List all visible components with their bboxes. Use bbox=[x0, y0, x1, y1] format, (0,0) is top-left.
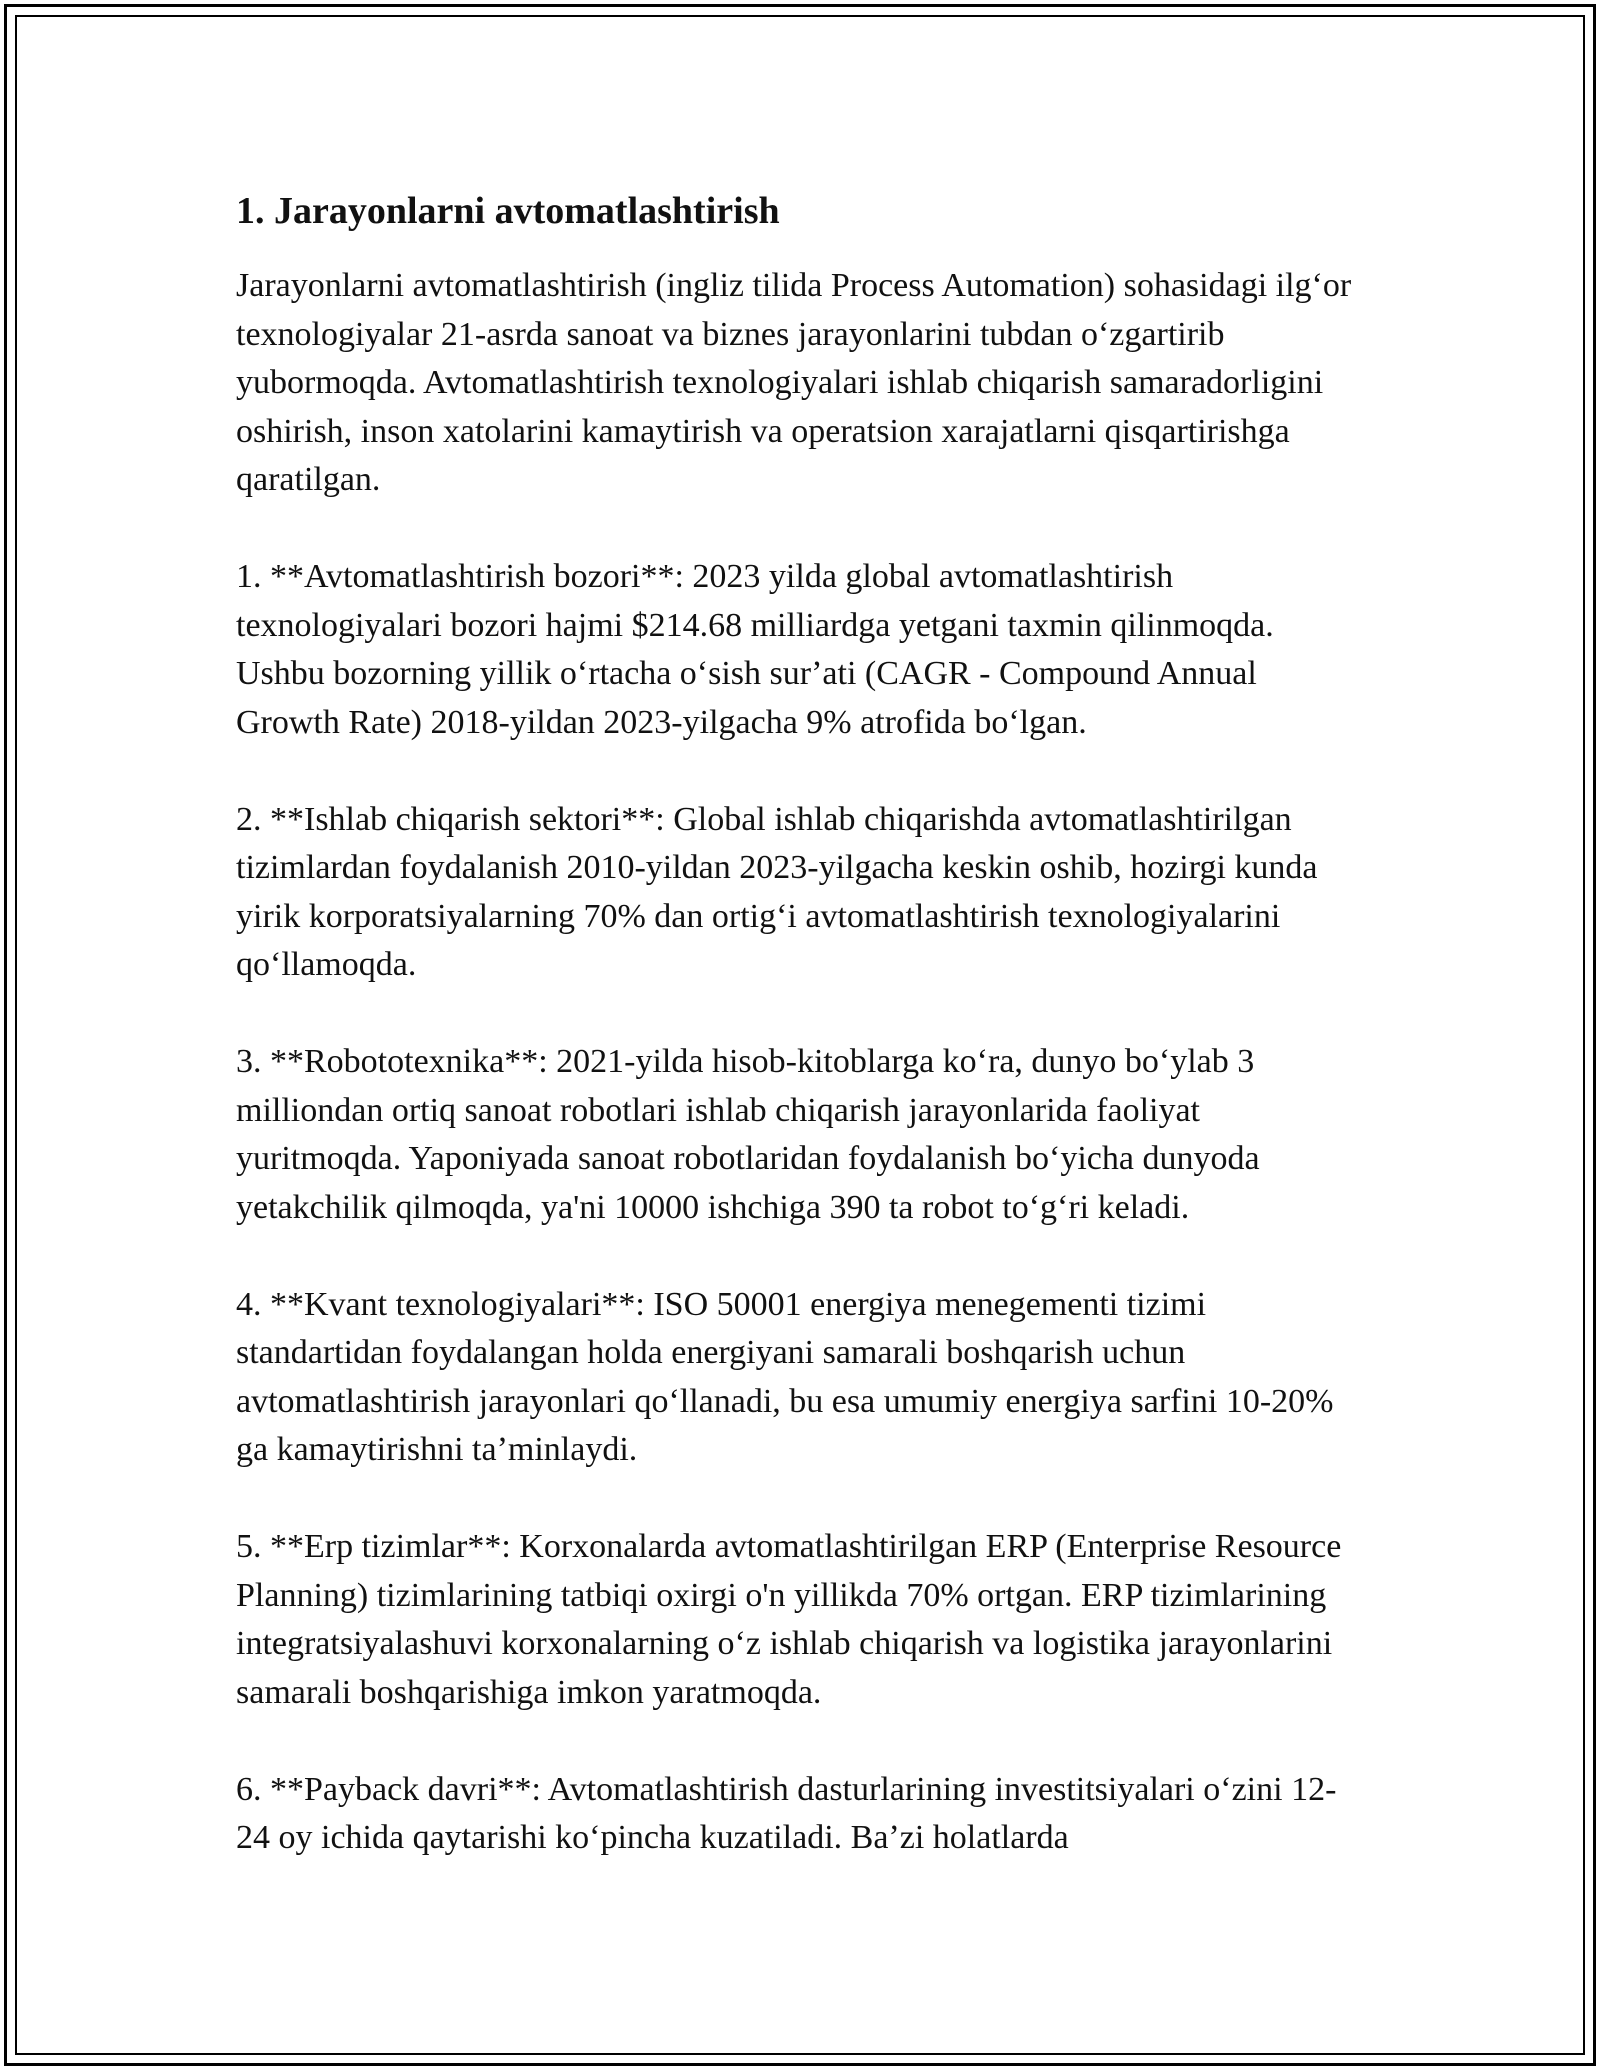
list-item-robotics: 3. **Robototexnika**: 2021-yilda hisob-kitoblarga koʻra, dunyo boʻylab 3 milliondan ortiq sanoat robotlari ishlab chiqarish jarayonlarida faoliyat yuritmoqda. Yaponiyada sanoat robotlaridan foydalanish boʻyicha dunyoda yetakchilik qilmoqda, ya'ni 10000 ishchiga 390 ta robot toʻgʻri keladi. bbox=[236, 1043, 1260, 1226]
list-item-automation-market: 1. **Avtomatlashtirish bozori**: 2023 yilda global avtomatlashtirish texnologiyalari bozori hajmi $214.68 milliardga yetgani taxmin qilinmoqda. Ushbu bozorning yillik oʻrtacha oʻsish surʼati (CAGR - Compound Annual Growth Rate) 2018-yildan 2023-yilgacha 9% atrofida boʻlgan. bbox=[236, 558, 1274, 741]
document-body bbox=[236, 186, 1366, 1911]
list-item-quantum-technologies: 4. **Kvant texnologiyalari**: ISO 50001 energiya menegementi tizimi standartidan foydalangan holda energiyani samarali boshqarish uchun avtomatlashtirish jarayonlari qoʻllanadi, bu esa umumiy energiya sarfini 10-20% ga kamaytirishni taʼminlaydi. bbox=[236, 1285, 1334, 1468]
list-item-manufacturing-sector: 2. **Ishlab chiqarish sektori**: Global ishlab chiqarishda avtomatlashtirilgan tizimlardan foydalanish 2010-yildan 2023-yilgacha keskin oshib, hozirgi kunda yirik korporatsiyalarning 70% dan ortigʻi avtomatlashtirish texnologiyalarini qoʻllamoqda. bbox=[236, 800, 1318, 983]
intro-paragraph: Jarayonlarni avtomatlashtirish (ingliz tilida Process Automation) sohasidagi ilgʻor texnologiyalar 21-asrda sanoat va biznes jarayonlarini tubdan oʻzgartirib yubormoqda. Avtomatlashtirish texnologiyalari ishlab chiqarish samaradorligini oshirish, inson xatolarini kamaytirish va operatsion xarajatlarni qisqartirishga qaratilgan. bbox=[236, 267, 1352, 498]
list-item-payback-period: 6. **Payback davri**: Avtomatlashtirish dasturlarining investitsiyalari oʻzini 12-24 oy ichida qaytarishi koʻpincha kuzatiladi. Baʼzi holatlarda bbox=[236, 1770, 1337, 1856]
list-item-erp-systems: 5. **Erp tizimlar**: Korxonalarda avtomatlashtirilgan ERP (Enterprise Resource Planning) tizimlarining tatbiqi oxirgi o'n yillikda 70% ortgan. ERP tizimlarining integratsiyalashuvi korxonalarning oʻz ishlab chiqarish va logistika jarayonlarini samarali boshqarishiga imkon yaratmoqda. bbox=[236, 1528, 1342, 1711]
section-heading: 1. Jarayonlarni avtomatlashtirish bbox=[236, 190, 780, 232]
